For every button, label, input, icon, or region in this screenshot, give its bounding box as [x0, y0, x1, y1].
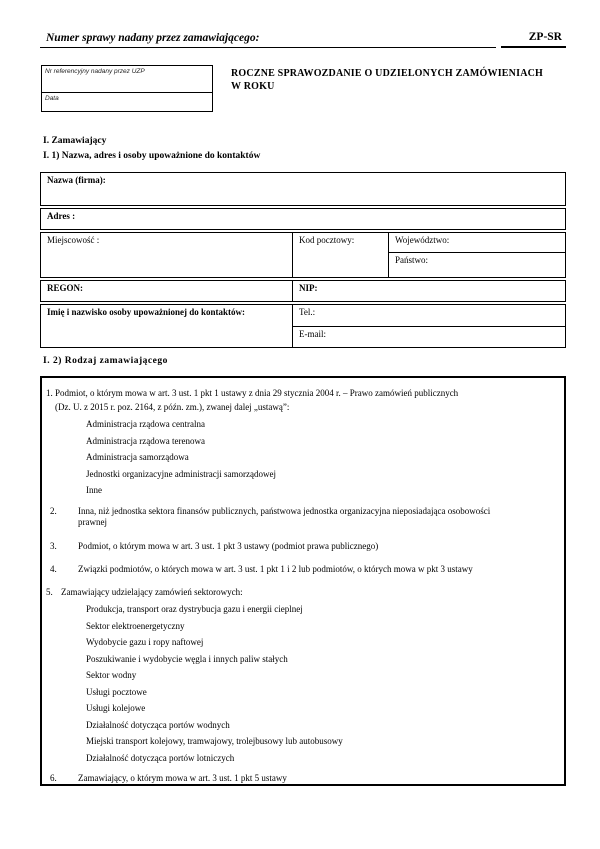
item3-text: Podmiot, o którym mowa w art. 3 ust. 1 pkt 3 ustawy (podmiot prawa publicznego): [78, 540, 379, 551]
item3-number: 3.: [50, 540, 57, 551]
nip-cell: [293, 281, 565, 301]
form-code: ZP-SR: [501, 31, 566, 48]
item4-number: 4.: [50, 564, 57, 574]
section2-heading: I. 2) Rodzaj zamawiającego: [43, 356, 168, 366]
email-label: E-mail:: [299, 329, 326, 339]
region-cells: [389, 233, 565, 277]
item1-text-line1: 1. Podmiot, o którym mowa w art. 3 ust. 1 pkt 1 ustawy z dnia 29 stycznia 2004 r. – Prawo zamówień publicznych: [46, 388, 459, 398]
postal-code-cell: [293, 233, 389, 277]
phone-label: Tel.:: [299, 307, 316, 317]
option-jednostki-organizacyjne: Jednostki organizacyjne administracji samorządowej: [86, 468, 277, 479]
item5: [46, 587, 554, 599]
option-administracja-rzadowa-terenowa: Administracja rządowa terenowa: [86, 435, 205, 446]
item3: [46, 541, 554, 553]
contact-details-table: [40, 172, 566, 350]
item6: [46, 773, 554, 785]
postal-code-label: Kod pocztowy:: [299, 235, 355, 245]
item5-options: [86, 604, 554, 764]
row-contact-person: [40, 304, 566, 348]
item4-text: Związki podmiotów, o których mowa w art. 3 ust. 1 pkt 1 i 2 lub podmiotów, o których mowa w pkt 3 ustawy: [78, 564, 473, 574]
option-uslugi-pocztowe: Usługi pocztowe: [86, 686, 147, 697]
item2-number: 2.: [50, 505, 57, 516]
name-label: Nazwa (firma):: [47, 175, 106, 185]
item1-text-line2: (Dz. U. z 2015 r. poz. 2164, z późn. zm.), zwanej dalej „ustawą”:: [55, 401, 290, 412]
address-label: Adres :: [47, 211, 76, 221]
country-cell: [389, 253, 565, 277]
nip-label: NIP:: [299, 283, 318, 293]
row-city: [40, 232, 566, 278]
form-title: [231, 67, 543, 93]
option-produkcja-gazu-energii: Produkcja, transport oraz dystrybucja gazu i energii cieplnej: [86, 604, 303, 614]
contact-person-label: Imię i nazwisko osoby upoważnionej do kontaktów:: [47, 307, 246, 317]
date-field: [42, 93, 212, 111]
form-title-line1: ROCZNE SPRAWOZDANIE O UDZIELONYCH ZAMÓWIENIACH: [231, 68, 544, 79]
item1-options: [86, 419, 554, 497]
item2-text: Inna, niż jednostka sektora finansów publicznych, państwowa jednostka organizacyjna nieposiadająca osobowości prawnej: [78, 505, 491, 527]
city-cell: [41, 233, 293, 277]
email-cell: [293, 327, 565, 347]
option-miejski-transport: Miejski transport kolejowy, tramwajowy, trolejbusowy lub autobusowy: [86, 736, 343, 746]
option-inne: Inne: [86, 485, 102, 495]
date-label: Data: [45, 95, 59, 102]
row-regon-nip: [40, 280, 566, 302]
item2: [46, 506, 554, 529]
regon-cell: [41, 281, 293, 301]
row-address: [40, 208, 566, 230]
item6-number: 6.: [50, 773, 57, 783]
voivodeship-cell: [389, 233, 565, 253]
option-uslugi-kolejowe: Usługi kolejowe: [86, 703, 146, 713]
phone-cell: [293, 305, 565, 327]
option-sektor-elektroenergetyczny: Sektor elektroenergetyczny: [86, 620, 185, 631]
regon-label: REGON:: [47, 283, 83, 293]
country-label: Państwo:: [395, 255, 429, 265]
contact-channel-cells: [293, 305, 565, 347]
case-number-label: Numer sprawy nadany przez zamawiającego:: [40, 32, 496, 48]
option-porty-wodne: Działalność dotycząca portów wodnych: [86, 719, 230, 730]
option-sektor-wodny: Sektor wodny: [86, 670, 137, 680]
option-wydobycie-gazu-ropy: Wydobycie gazu i ropy naftowej: [86, 637, 204, 647]
page-header: [40, 31, 566, 48]
item6-text: Zamawiający, o którym mowa w art. 3 ust. 1 pkt 5 ustawy: [78, 773, 287, 783]
uzp-reference-box: [41, 65, 213, 112]
form-title-line2: W ROKU: [231, 81, 275, 92]
section1-subheading: I. 1) Nazwa, adres i osoby upoważnione do kontaktów: [43, 151, 261, 161]
section1-heading: I. Zamawiający: [43, 136, 107, 146]
item5-number: 5.: [46, 586, 53, 597]
voivodeship-label: Województwo:: [395, 235, 450, 245]
item4: [46, 564, 554, 576]
item5-text: Zamawiający udzielający zamówień sektorowych:: [61, 586, 243, 597]
uzp-reference-label: Nr referencyjny nadany przez UZP: [45, 68, 145, 75]
uzp-reference-field: [42, 66, 212, 93]
option-poszukiwanie-wegla: Poszukiwanie i wydobycie węgla i innych paliw stałych: [86, 653, 288, 664]
option-administracja-rzadowa-centralna: Administracja rządowa centralna: [86, 419, 205, 429]
option-porty-lotnicze: Działalność dotycząca portów lotniczych: [86, 752, 235, 763]
city-label: Miejscowość :: [47, 235, 100, 245]
contracting-authority-type-box: [40, 376, 566, 786]
option-administracja-samorzadowa: Administracja samorządowa: [86, 452, 189, 462]
row-name: [40, 172, 566, 206]
contact-person-cell: [41, 305, 293, 347]
